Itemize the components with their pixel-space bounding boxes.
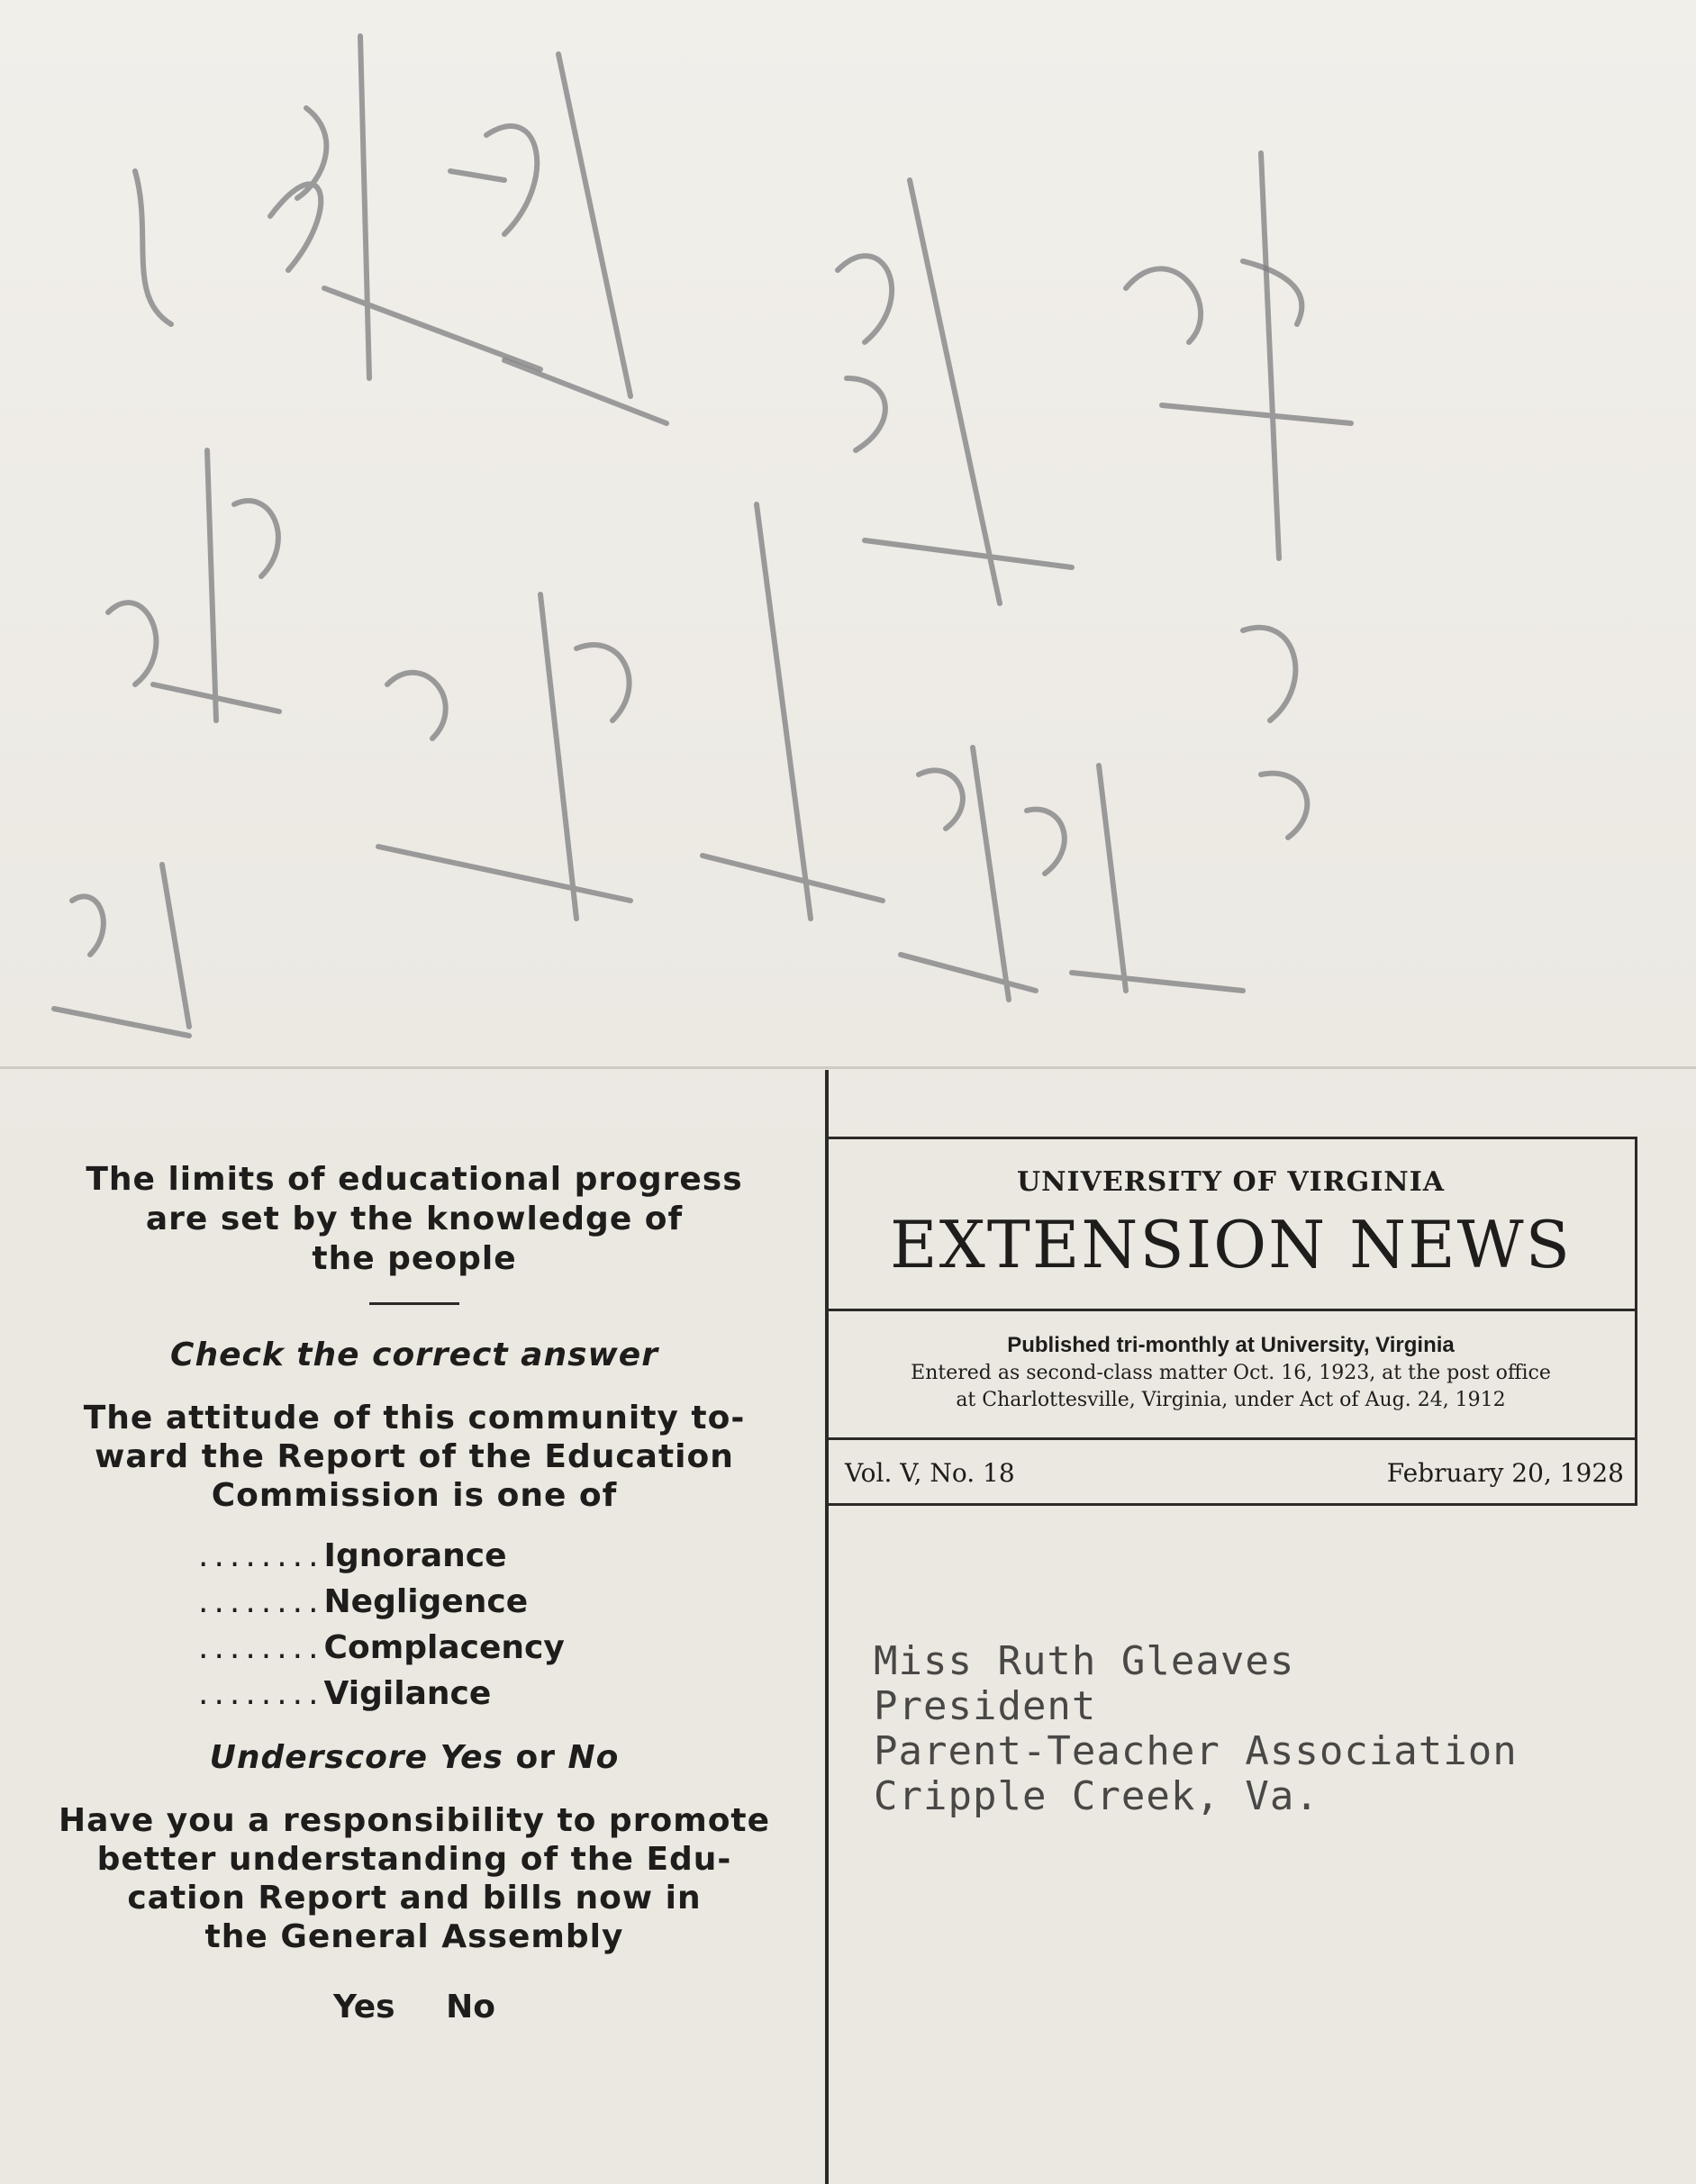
fold-crease [0, 1066, 1696, 1069]
newsletter-masthead [827, 1137, 1637, 1506]
recipient-address [874, 1639, 1518, 1819]
newsletter-title: EXTENSION NEWS [890, 1207, 1572, 1282]
option-label: Negligence [323, 1583, 529, 1620]
issue-date: February 20, 1928 [1386, 1458, 1624, 1488]
masthead-title-block [827, 1139, 1635, 1311]
address-line: Parent-Teacher Association [874, 1728, 1518, 1774]
question-line: The attitude of this community to- [83, 1400, 746, 1436]
question-line: better understanding of the Edu- [96, 1841, 732, 1878]
option-negligence[interactable] [198, 1579, 793, 1625]
left-panel [36, 1160, 793, 2025]
option-ignorance[interactable] [198, 1533, 793, 1579]
option-complacency[interactable] [198, 1625, 793, 1671]
postal-entry-line: Entered as second-class matter Oct. 16, 1923, at the post office [911, 1362, 1551, 1384]
postal-entry-line: at Charlottesville, Virginia, under Act of Aug. 24, 1912 [956, 1389, 1506, 1411]
yes-no-choices [36, 1989, 793, 2025]
option-dots: ........ [198, 1629, 324, 1666]
university-name: UNIVERSITY OF VIRGINIA [1016, 1166, 1446, 1198]
option-vigilance[interactable] [198, 1671, 793, 1717]
attitude-question [36, 1399, 793, 1515]
question-line: the General Assembly [204, 1918, 624, 1955]
underscore-or-word: or [515, 1739, 556, 1776]
question-line: Have you a responsibility to promote [58, 1802, 771, 1839]
underscore-yes-word: Yes [440, 1739, 503, 1776]
yes-choice[interactable]: Yes [332, 1989, 395, 2025]
option-dots: ........ [198, 1583, 324, 1620]
handwritten-calculations-area [0, 0, 1696, 1066]
underscore-instruction [36, 1738, 793, 1778]
question-line: ward the Report of the Education [95, 1438, 734, 1475]
publication-frequency: Published tri-monthly at University, Virginia [1007, 1333, 1455, 1357]
option-dots: ........ [198, 1675, 324, 1712]
masthead-issue-line [827, 1440, 1635, 1503]
answer-options [198, 1533, 793, 1717]
option-label: Complacency [323, 1629, 565, 1666]
address-line: Miss Ruth Gleaves [874, 1638, 1295, 1684]
option-label: Ignorance [323, 1537, 507, 1574]
responsibility-question [36, 1801, 793, 1956]
underscore-no-word: No [567, 1739, 620, 1776]
motto-line: are set by the knowledge of [145, 1201, 684, 1237]
volume-number: Vol. V, No. 18 [845, 1458, 1015, 1488]
question-line: Commission is one of [211, 1477, 618, 1514]
divider-rule [369, 1302, 459, 1305]
instruction-heading: Check the correct answer [170, 1337, 658, 1373]
address-line: President [874, 1683, 1097, 1729]
masthead-publication-info [827, 1311, 1635, 1440]
motto-line: The limits of educational progress [86, 1161, 743, 1198]
underscore-word: Underscore [209, 1739, 429, 1776]
pencil-scribbles-drawing [0, 0, 1696, 1066]
question-line: cation Report and bills now in [127, 1880, 702, 1917]
no-choice[interactable]: No [446, 1989, 496, 2025]
option-label: Vigilance [323, 1675, 492, 1712]
motto [36, 1160, 793, 1279]
option-dots: ........ [198, 1537, 324, 1574]
address-line: Cripple Creek, Va. [874, 1773, 1320, 1819]
motto-line: the people [312, 1240, 517, 1277]
